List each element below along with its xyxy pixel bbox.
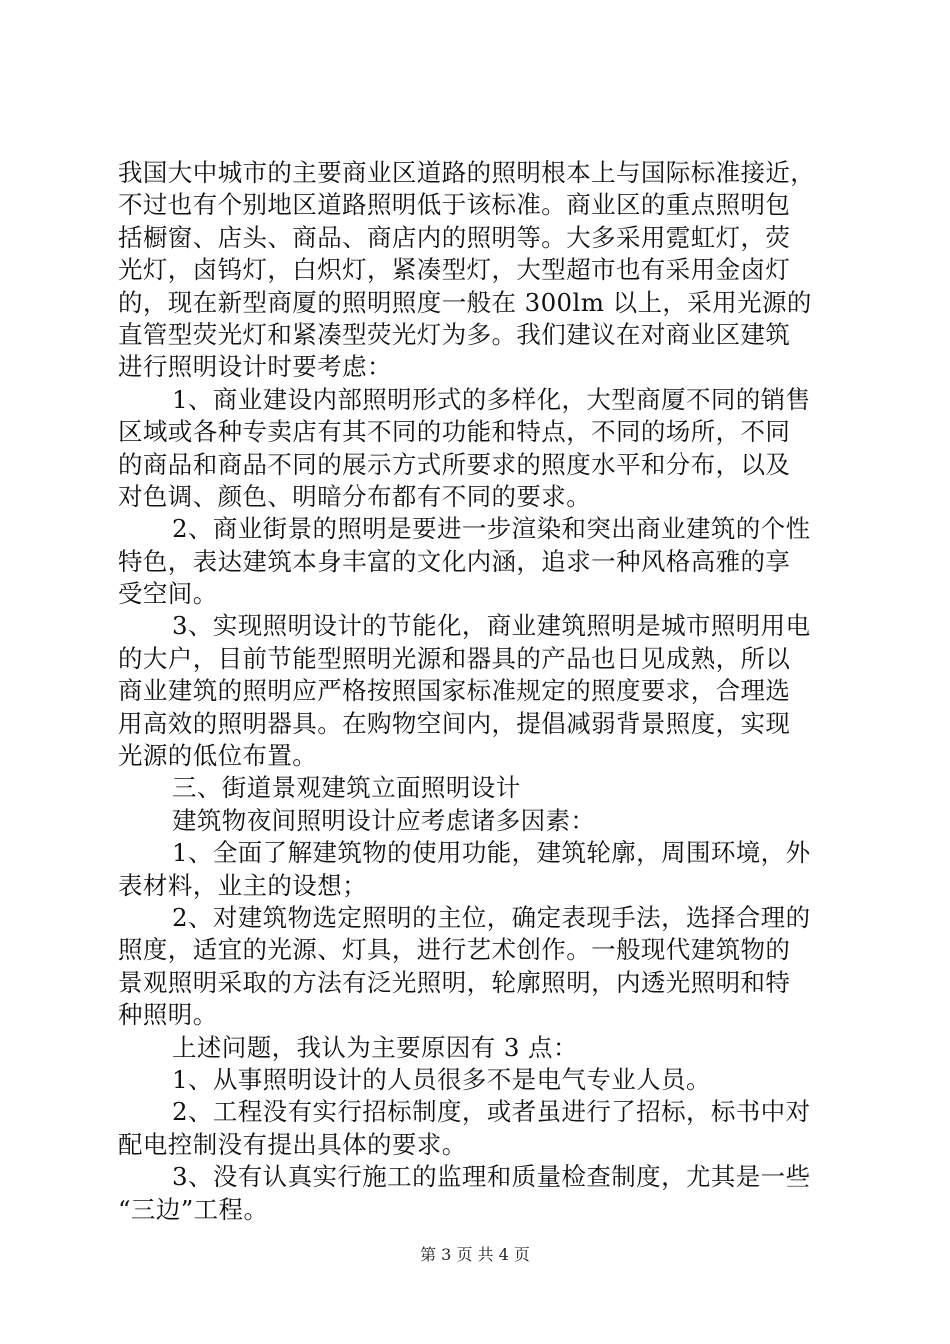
page-footer: 第 3 页 共 4 页 xyxy=(420,1245,530,1264)
text-line: 建筑物夜间照明设计应考虑诸多因素： xyxy=(172,805,596,835)
text-line: 我国大中城市的主要商业区道路的照明根本上与国际标准接近， xyxy=(118,158,816,187)
text-line: 1、商业建设内部照明形式的多样化，大型商厦不同的销售 xyxy=(172,384,811,414)
text-line: 不过也有个别地区道路照明低于该标准。商业区的重点照明包 xyxy=(118,190,791,220)
text-line: 1、从事照明设计的人员很多不是电气专业人员。 xyxy=(172,1064,711,1094)
text-line: 进行照明设计时要考虑： xyxy=(118,352,392,382)
text-line: 光灯，卤钨灯，白炽灯，紧凑型灯，大型超市也有采用金卤灯 xyxy=(118,255,791,285)
text-line: 2、对建筑物选定照明的主位，确定表现手法，选择合理的 xyxy=(172,902,811,932)
text-line: 三、街道景观建筑立面照明设计 xyxy=(172,773,521,803)
text-line: 商业建筑的照明应严格按照国家标准规定的照度要求，合理选 xyxy=(118,676,791,706)
text-line: 配电控制没有提出具体的要求。 xyxy=(118,1129,467,1159)
text-line: 2、工程没有实行招标制度，或者虽进行了招标，标书中对 xyxy=(172,1097,811,1127)
text-line: 对色调、颜色、明暗分布都有不同的要求。 xyxy=(118,481,592,511)
text-line: 上述问题，我认为主要原因有 3 点： xyxy=(172,1032,578,1062)
text-line: 受空间。 xyxy=(118,579,218,609)
text-line: “三边”工程。 xyxy=(118,1194,269,1224)
text-line: 括橱窗、店头、商品、商店内的照明等。大多采用霓虹灯，荧 xyxy=(118,222,791,252)
text-line: 3、没有认真实行施工的监理和质量检查制度，尤其是一些 xyxy=(172,1162,811,1192)
text-line: 3、实现照明设计的节能化，商业建筑照明是城市照明用电 xyxy=(172,611,811,641)
text-line: 种照明。 xyxy=(118,1000,218,1030)
text-line: 2、商业街景的照明是要进一步渲染和突出商业建筑的个性 xyxy=(172,514,811,544)
text-line: 直管型荧光灯和紧凑型荧光灯为多。我们建议在对商业区建筑 xyxy=(118,319,791,349)
text-line: 的大户，目前节能型照明光源和器具的产品也日见成熟，所以 xyxy=(118,643,791,673)
text-line: 区域或各种专卖店有其不同的功能和特点，不同的场所，不同 xyxy=(118,417,791,447)
text-line: 景观照明采取的方法有泛光照明，轮廓照明，内透光照明和特 xyxy=(118,967,791,997)
text-line: 特色，表达建筑本身丰富的文化内涵，追求一种风格高雅的享 xyxy=(118,546,791,576)
text-line: 用高效的照明器具。在购物空间内，提倡减弱背景照度，实现 xyxy=(118,708,791,738)
text-line: 的，现在新型商厦的照明照度一般在 300lm 以上，采用光源的 xyxy=(118,287,812,317)
text-line: 1、全面了解建筑物的使用功能，建筑轮廓，周围环境，外 xyxy=(172,838,811,868)
text-line: 表材料，业主的设想； xyxy=(118,870,367,900)
text-line: 光源的低位布置。 xyxy=(118,741,318,771)
text-line: 照度，适宜的光源、灯具，进行艺术创作。一般现代建筑物的 xyxy=(118,935,791,965)
document-body xyxy=(118,157,834,1226)
text-line: 的商品和商品不同的展示方式所要求的照度水平和分布，以及 xyxy=(118,449,791,479)
